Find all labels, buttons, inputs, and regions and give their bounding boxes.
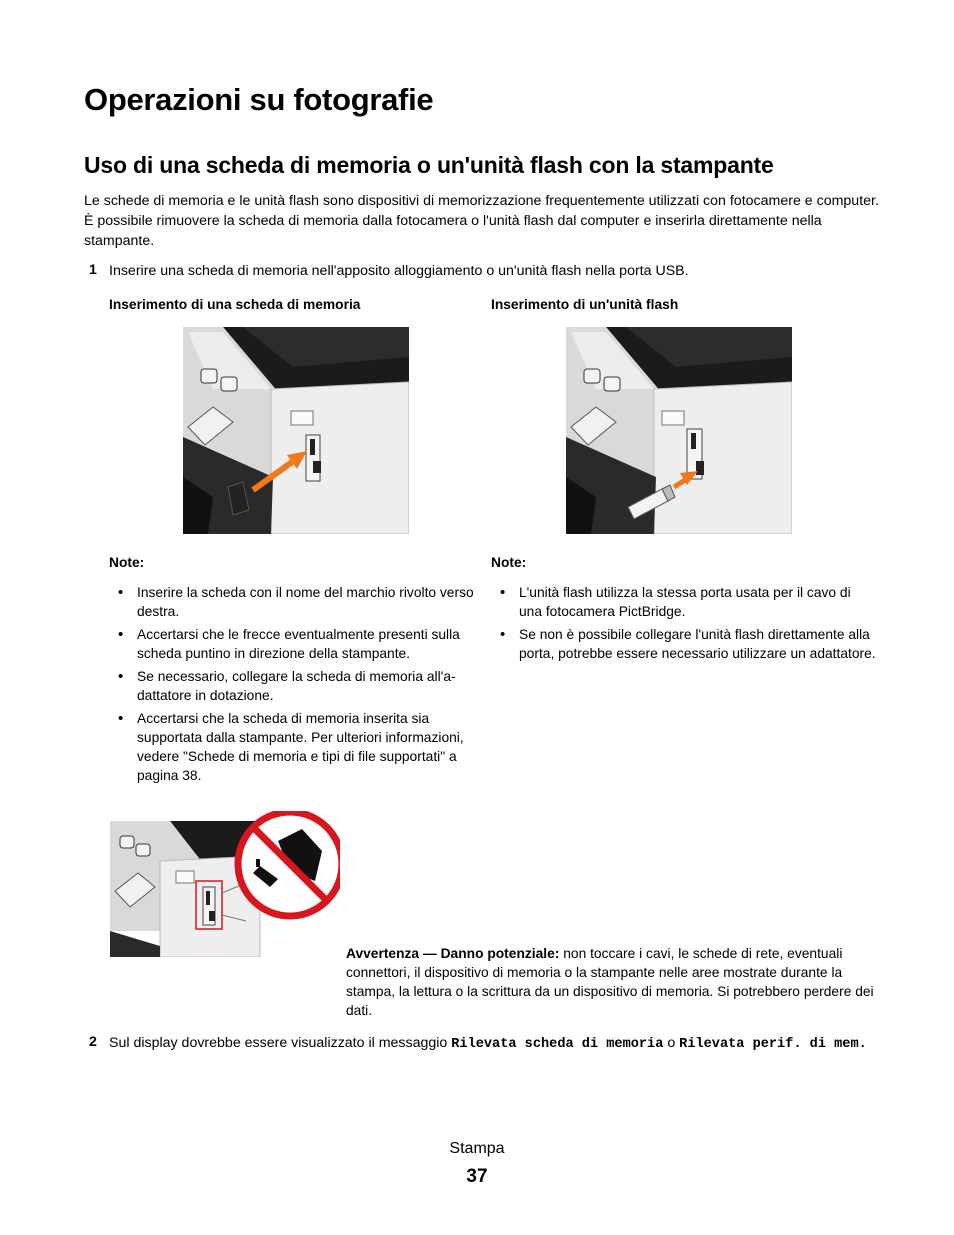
notes-list-left (109, 583, 485, 789)
warning-paragraph (346, 944, 876, 1020)
list-item: • L'unità flash utilizza la stessa porta usata per il cavo di una fotocamera PictBridge. (491, 583, 876, 621)
warning-illustration (110, 811, 340, 957)
list-item: • Se necessario, collegare la scheda di memoria all'a-dattatore in dotazione. (109, 667, 485, 705)
list-item: • Inserire la scheda con il nome del marchio rivolto verso destra. (109, 583, 485, 621)
memory-card-illustration (183, 327, 409, 534)
page-number: 37 (466, 1166, 488, 1187)
list-item: • Accertarsi che le frecce eventualmente presenti sulla scheda puntino in direzione della stampante. (109, 625, 485, 663)
step-2-connector: o (663, 1035, 680, 1051)
message-memory-device: Rilevata perif. di mem. (679, 1037, 867, 1052)
notes-title-left: Note: (109, 555, 145, 570)
list-item: • Se non è possibile collegare l'unità flash direttamente alla porta, potrebbe essere necessario utilizzare un adattatore. (491, 625, 876, 663)
caption-memory-card: Inserimento di una scheda di memoria (109, 297, 361, 312)
page-title: Operazioni su fotografie (84, 82, 434, 117)
message-memory-card: Rilevata scheda di memoria (451, 1037, 664, 1052)
notes-list-right (491, 583, 876, 667)
step-2-text (109, 1033, 879, 1055)
intro-paragraph: Le schede di memoria e le unità flash sono dispositivi di memorizzazione frequentemente utilizzati con fotocamere e computer. È possibile rimuovere la scheda di memoria dalla fotocamera o l'unità flash dal computer e inserirla direttamente nella stampante. (84, 193, 879, 249)
footer-section-label: Stampa (449, 1140, 505, 1157)
list-item: • Accertarsi che la scheda di memoria inserita sia supportata dalla stampante. Per ulteriori informazioni, vedere "Schede di memoria e tipi di file supportati" a pagina 38. (109, 709, 485, 785)
step-1-number: 1 (89, 262, 97, 278)
warning-text: non toccare i cavi, le schede di rete, eventuali connettori, il dispositivo di memoria o la stampante nelle aree mostrate durante la stampa, la lettura o la scrittura da un dispositivo di memoria. Si potrebbero perdere dei dati. (346, 946, 874, 1018)
warning-label: Avvertenza — Danno potenziale: (346, 946, 560, 961)
flash-drive-illustration (566, 327, 792, 534)
section-title: Uso di una scheda di memoria o un'unità flash con la stampante (84, 152, 774, 178)
caption-flash-drive: Inserimento di un'unità flash (491, 297, 679, 312)
step-2-number: 2 (89, 1034, 97, 1050)
step-2-text-before: Sul display dovrebbe essere visualizzato il messaggio (109, 1035, 452, 1051)
notes-title-right: Note: (491, 555, 527, 570)
step-1-text: Inserire una scheda di memoria nell'apposito alloggiamento o un'unità flash nella porta USB. (109, 263, 689, 279)
